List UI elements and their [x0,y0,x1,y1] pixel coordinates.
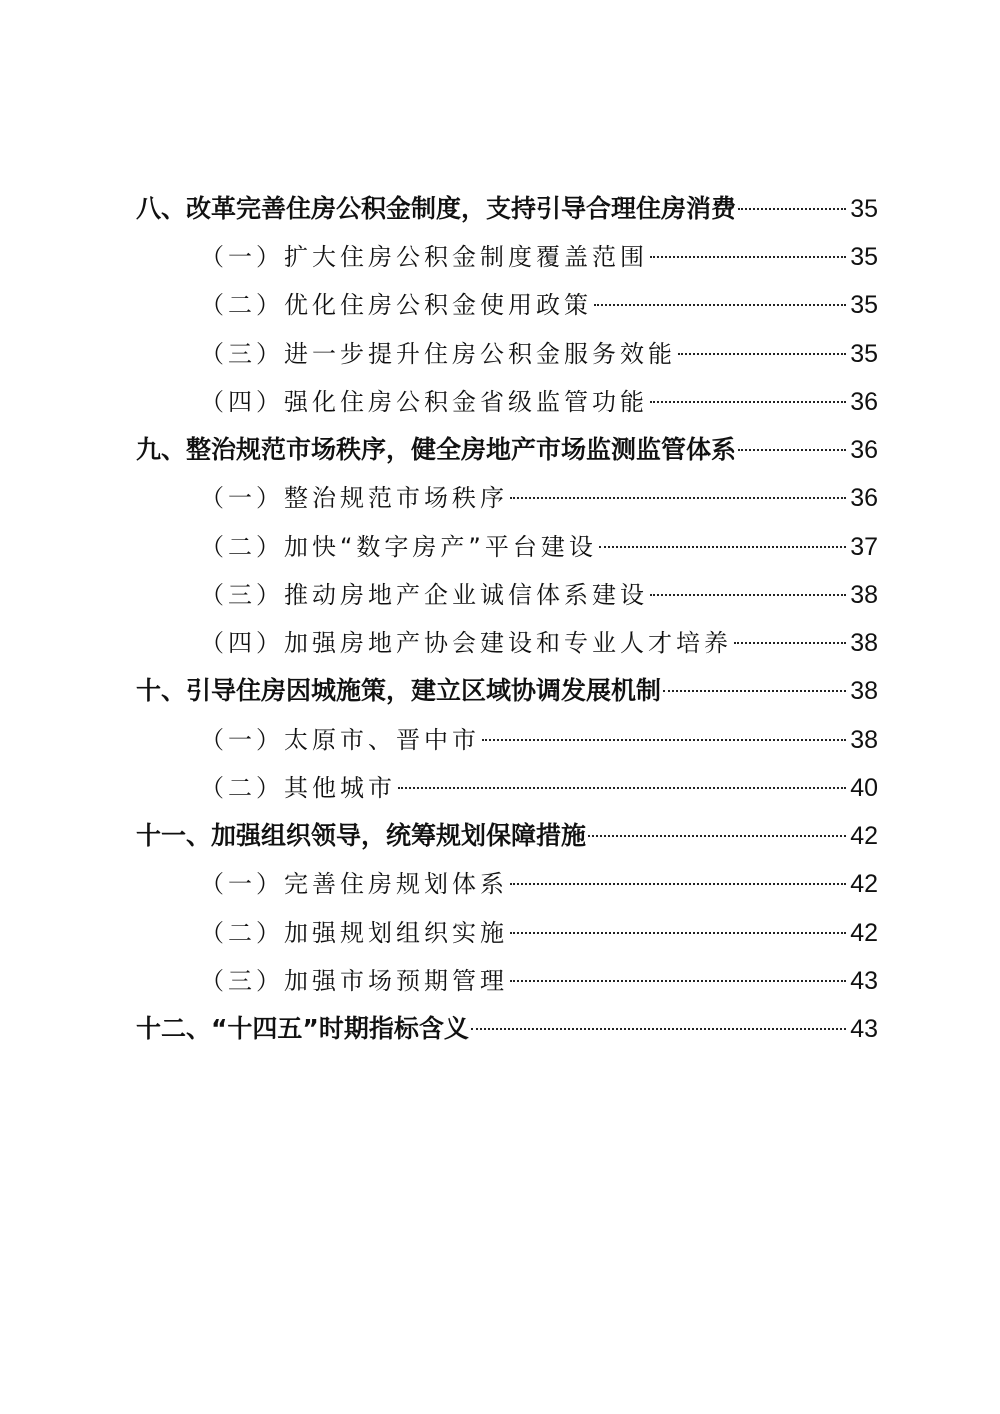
toc-entry-title: （一）完善住房规划体系 [200,870,508,898]
toc-dot-leader [471,1028,846,1030]
toc-page-number: 38 [850,726,878,754]
toc-entry-title: （三）加强市场预期管理 [200,967,508,995]
toc-entry-section-8-2[interactable] [200,285,878,325]
toc-page-number: 36 [850,436,878,464]
toc-entry-section-9-2[interactable] [200,527,878,567]
toc-entry-title: （二）加强规划组织实施 [200,919,508,947]
toc-entry-section-10-2[interactable] [200,768,878,808]
toc-page-number: 38 [850,629,878,657]
toc-entry-title: 十、引导住房因城施策，建立区域协调发展机制 [136,676,662,705]
toc-dot-leader [650,256,846,258]
toc-dot-leader [738,208,846,210]
toc-page-number: 35 [850,243,878,271]
toc-entry-title: （三）进一步提升住房公积金服务效能 [200,340,676,368]
toc-dot-leader [398,787,846,789]
toc-entry-title: （二）其他城市 [200,774,396,802]
toc-entry-section-11[interactable] [136,816,878,856]
toc-page-number: 40 [850,774,878,802]
toc-dot-leader [678,353,846,355]
toc-entry-section-11-1[interactable] [200,864,878,904]
toc-dot-leader [738,449,846,451]
toc-page-number: 35 [850,340,878,368]
toc-dot-leader [663,690,846,692]
toc-page-number: 42 [850,822,878,850]
toc-page-number: 37 [850,533,878,561]
toc-dot-leader [482,739,846,741]
toc-entry-section-10-1[interactable] [200,720,878,760]
toc-dot-leader [510,497,846,499]
toc-entry-section-9-4[interactable] [200,623,878,663]
toc-page-number: 35 [850,195,878,223]
toc-entry-title: 九、整治规范市场秩序，健全房地产市场监测监管体系 [136,435,737,464]
toc-page-number: 38 [850,581,878,609]
toc-page-number: 38 [850,677,878,705]
toc-dot-leader [510,932,846,934]
toc-entry-section-11-3[interactable] [200,961,878,1001]
toc-entry-title: （一）太原市、晋中市 [200,726,480,754]
toc-dot-leader [588,835,846,837]
toc-page-number: 43 [850,1015,878,1043]
toc-dot-leader [734,642,846,644]
toc-entry-section-10[interactable] [136,671,878,711]
toc-entry-title: 十一、加强组织领导，统筹规划保障措施 [136,821,587,850]
toc-dot-leader [599,546,846,548]
toc-dot-leader [650,594,846,596]
toc-entry-section-11-2[interactable] [200,913,878,953]
toc-entry-title: （二）加快“数字房产”平台建设 [200,533,597,561]
toc-dot-leader [510,980,846,982]
toc-entry-section-9-1[interactable] [200,478,878,518]
toc-page-number: 36 [850,388,878,416]
toc-entry-title: （四）加强房地产协会建设和专业人才培养 [200,629,732,657]
toc-dot-leader [594,304,846,306]
toc-page-number: 35 [850,291,878,319]
toc-entry-title: 八、改革完善住房公积金制度，支持引导合理住房消费 [136,194,737,223]
toc-page-number: 36 [850,484,878,512]
toc-dot-leader [510,883,846,885]
toc-page-number: 43 [850,967,878,995]
toc-page-number: 42 [850,919,878,947]
toc-entry-section-8-4[interactable] [200,382,878,422]
toc-dot-leader [650,401,846,403]
toc-entry-title: （二）优化住房公积金使用政策 [200,291,592,319]
toc-entry-title: （一）扩大住房公积金制度覆盖范围 [200,243,648,271]
toc-entry-section-8-1[interactable] [200,237,878,277]
toc-entry-section-8-3[interactable] [200,334,878,374]
toc-entry-title: 十二、“十四五”时期指标含义 [136,1014,469,1043]
toc-page-number: 42 [850,870,878,898]
toc-entry-section-8[interactable] [136,189,878,229]
toc-entry-section-9[interactable] [136,430,878,470]
toc-entry-section-9-3[interactable] [200,575,878,615]
toc-entry-title: （三）推动房地产企业诚信体系建设 [200,581,648,609]
toc-entry-title: （一）整治规范市场秩序 [200,484,508,512]
toc-entry-title: （四）强化住房公积金省级监管功能 [200,388,648,416]
toc-entry-section-12[interactable] [136,1009,878,1049]
